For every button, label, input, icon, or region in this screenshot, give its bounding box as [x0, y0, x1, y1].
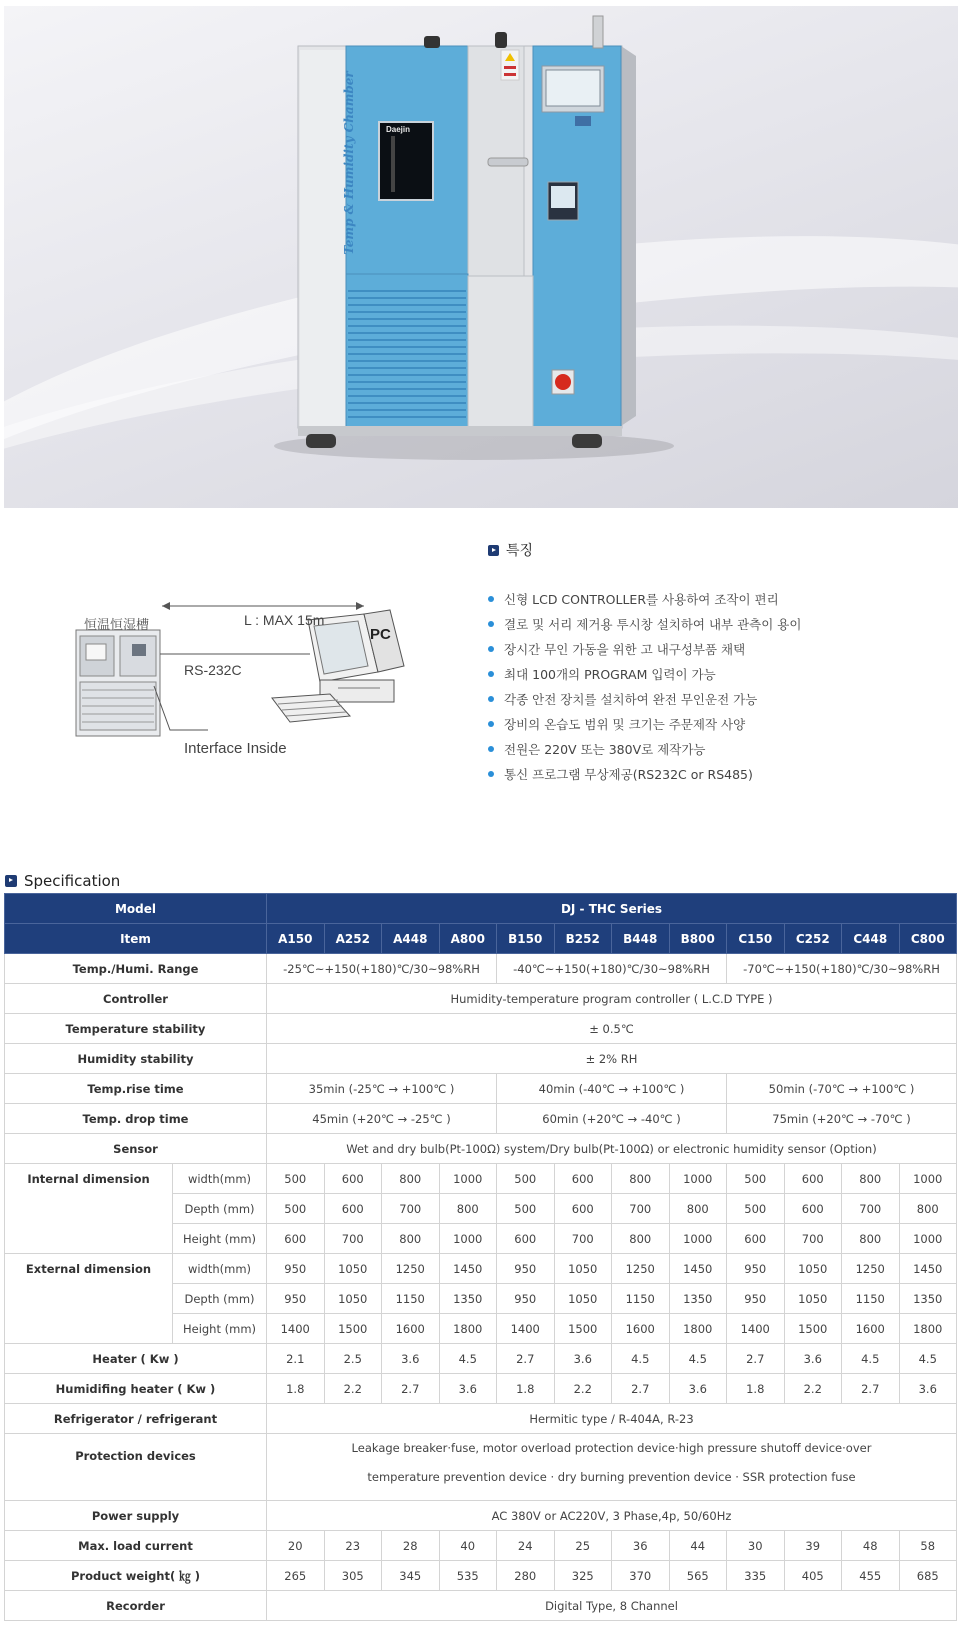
table-row	[5, 1374, 957, 1404]
table-row	[5, 1344, 957, 1374]
table-cell: 60min (+20℃ → -40℃ )	[497, 1104, 727, 1134]
table-cell: 600	[784, 1164, 842, 1194]
table-cell: 1.8	[497, 1374, 555, 1404]
table-cell: 305	[324, 1561, 382, 1591]
features-heading	[488, 540, 948, 560]
table-cell: 1400	[267, 1314, 325, 1344]
table-cell: 28	[382, 1531, 440, 1561]
table-row	[5, 954, 957, 984]
header-item: Item	[5, 924, 267, 954]
features-list	[488, 586, 948, 786]
table-cell: 800	[669, 1194, 727, 1224]
bullet-icon	[488, 621, 494, 627]
table-cell: 1800	[899, 1314, 957, 1344]
sub-label: Depth (mm)	[173, 1194, 267, 1224]
table-cell: 1050	[554, 1284, 612, 1314]
table-cell: 2.7	[612, 1374, 670, 1404]
table-cell: 48	[842, 1531, 900, 1561]
table-cell: 950	[497, 1254, 555, 1284]
table-cell: 600	[497, 1224, 555, 1254]
table-cell: 4.5	[439, 1344, 497, 1374]
table-cell: 800	[382, 1164, 440, 1194]
feature-text: 각종 안전 장치를 설치하여 완전 무인운전 가능	[504, 691, 758, 707]
table-cell: 3.6	[382, 1344, 440, 1374]
bullet-icon	[488, 646, 494, 652]
table-row	[5, 984, 957, 1014]
table-cell: 24	[497, 1531, 555, 1561]
features-title: 특징	[506, 543, 534, 559]
table-cell: 500	[267, 1164, 325, 1194]
table-cell: 1350	[439, 1284, 497, 1314]
rs232c-label: RS-232C	[184, 662, 242, 678]
table-cell: AC 380V or AC220V, 3 Phase,4p, 50/60Hz	[267, 1501, 957, 1531]
table-cell: 39	[784, 1531, 842, 1561]
table-cell: 700	[324, 1224, 382, 1254]
table-cell: 1.8	[267, 1374, 325, 1404]
list-item	[488, 711, 948, 736]
table-cell: 40	[439, 1531, 497, 1561]
table-cell: 405	[784, 1561, 842, 1591]
table-cell: 685	[899, 1561, 957, 1591]
table-cell: 800	[382, 1224, 440, 1254]
table-row	[5, 1561, 957, 1591]
bullet-icon	[488, 771, 494, 777]
chamber-side-label: Temp & Humidity Chamber	[342, 71, 356, 255]
table-cell: 600	[324, 1194, 382, 1224]
bullet-icon	[488, 746, 494, 752]
table-cell: 1000	[899, 1224, 957, 1254]
table-cell: 1050	[324, 1254, 382, 1284]
table-cell: 2.7	[497, 1344, 555, 1374]
table-cell: 1250	[612, 1254, 670, 1284]
table-row	[5, 1074, 957, 1104]
table-cell: 500	[497, 1194, 555, 1224]
feature-text: 장시간 무인 가동을 위한 고 내구성부품 채택	[504, 641, 746, 657]
table-cell: 1000	[439, 1164, 497, 1194]
row-label: Temperature stability	[5, 1014, 267, 1044]
table-cell: 58	[899, 1531, 957, 1561]
bullet-icon	[488, 671, 494, 677]
table-row	[5, 1404, 957, 1434]
table-cell: 1350	[899, 1284, 957, 1314]
table-cell: 50min (-70℃ → +100℃ )	[727, 1074, 957, 1104]
feature-text: 통신 프로그램 무상제공(RS232C or RS485)	[504, 766, 753, 782]
header-series: DJ - THC Series	[267, 894, 957, 924]
chamber-label: 恒温恒湿槽	[84, 617, 150, 632]
header-model-name: C448	[842, 924, 900, 954]
table-cell: 500	[497, 1164, 555, 1194]
row-label: Humidifing heater ( Kw )	[5, 1374, 267, 1404]
table-cell: 600	[554, 1194, 612, 1224]
table-row	[5, 1134, 957, 1164]
table-cell: 1050	[784, 1284, 842, 1314]
sub-label: width(mm)	[173, 1164, 267, 1194]
table-cell: 600	[554, 1164, 612, 1194]
pc-label: PC	[370, 626, 391, 643]
table-row	[5, 1164, 957, 1194]
row-label: Humidity stability	[5, 1044, 267, 1074]
bullet-icon	[488, 696, 494, 702]
list-item	[488, 661, 948, 686]
table-cell: -40℃~+150(+180)℃/30~98%RH	[497, 954, 727, 984]
row-label: Temp./Humi. Range	[5, 954, 267, 984]
table-cell: 950	[267, 1284, 325, 1314]
interface-label: Interface Inside	[184, 740, 287, 757]
table-cell: 345	[382, 1561, 440, 1591]
row-label: Product weight( ㎏ )	[5, 1561, 267, 1591]
table-cell: 25	[554, 1531, 612, 1561]
table-cell: 1600	[612, 1314, 670, 1344]
sub-label: width(mm)	[173, 1254, 267, 1284]
sub-label: Depth (mm)	[173, 1284, 267, 1314]
table-cell: 800	[612, 1224, 670, 1254]
table-cell: 565	[669, 1561, 727, 1591]
connection-diagram	[58, 590, 438, 760]
header-model-name: A252	[324, 924, 382, 954]
table-cell: Hermitic type / R-404A, R-23	[267, 1404, 957, 1434]
table-cell: 20	[267, 1531, 325, 1561]
play-square-icon	[488, 545, 499, 556]
table-cell: 4.5	[669, 1344, 727, 1374]
table-cell: 4.5	[842, 1344, 900, 1374]
table-cell: 1500	[784, 1314, 842, 1344]
table-cell: 75min (+20℃ → -70℃ )	[727, 1104, 957, 1134]
table-cell: 950	[267, 1254, 325, 1284]
table-cell: 500	[727, 1194, 785, 1224]
table-cell: 1450	[669, 1254, 727, 1284]
header-model-name: C150	[727, 924, 785, 954]
specification-heading	[5, 872, 120, 890]
table-cell: 2.7	[727, 1344, 785, 1374]
table-cell: 36	[612, 1531, 670, 1561]
play-square-icon	[5, 875, 17, 887]
table-row	[5, 1501, 957, 1531]
header-model: Model	[5, 894, 267, 924]
table-cell: 950	[727, 1284, 785, 1314]
table-row	[5, 1531, 957, 1561]
row-label: Controller	[5, 984, 267, 1014]
table-cell: 2.7	[842, 1374, 900, 1404]
table-cell: 1800	[669, 1314, 727, 1344]
table-cell: 1400	[497, 1314, 555, 1344]
table-cell: 1450	[439, 1254, 497, 1284]
feature-text: 장비의 온습도 범위 및 크기는 주문제작 사양	[504, 716, 746, 732]
features-section	[488, 540, 948, 786]
table-row	[5, 1104, 957, 1134]
table-cell: 1150	[382, 1284, 440, 1314]
row-label: Refrigerator / refrigerant	[5, 1404, 267, 1434]
list-item	[488, 761, 948, 786]
specification-table	[4, 893, 957, 1621]
table-cell: 1500	[324, 1314, 382, 1344]
table-cell: 600	[324, 1164, 382, 1194]
table-cell: 3.6	[899, 1374, 957, 1404]
table-cell: 1450	[899, 1254, 957, 1284]
row-label: Max. load current	[5, 1531, 267, 1561]
table-cell: 3.6	[439, 1374, 497, 1404]
table-cell: 1000	[899, 1164, 957, 1194]
table-cell: 1250	[382, 1254, 440, 1284]
group-label: Internal dimension	[5, 1164, 173, 1254]
table-cell: 2.2	[324, 1374, 382, 1404]
table-cell: 1250	[842, 1254, 900, 1284]
table-cell: 4.5	[612, 1344, 670, 1374]
table-cell: 600	[784, 1194, 842, 1224]
table-cell: 800	[899, 1194, 957, 1224]
table-cell: 2.2	[554, 1374, 612, 1404]
table-cell: 2.5	[324, 1344, 382, 1374]
table-cell: 35min (-25℃ → +100℃ )	[267, 1074, 497, 1104]
table-cell: 1800	[439, 1314, 497, 1344]
table-cell: 535	[439, 1561, 497, 1591]
list-item	[488, 611, 948, 636]
table-cell: 1500	[554, 1314, 612, 1344]
sub-label: Height (mm)	[173, 1314, 267, 1344]
table-cell: 3.6	[554, 1344, 612, 1374]
table-cell: Humidity-temperature program controller ( L.C.D TYPE )	[267, 984, 957, 1014]
table-cell: 1400	[727, 1314, 785, 1344]
header-model-name: B252	[554, 924, 612, 954]
list-item	[488, 636, 948, 661]
table-cell: 3.6	[669, 1374, 727, 1404]
row-label: Temp.rise time	[5, 1074, 267, 1104]
protection-line: temperature prevention device · dry burning prevention device · SSR protection fuse	[367, 1470, 856, 1484]
row-label: Recorder	[5, 1591, 267, 1621]
table-cell: 335	[727, 1561, 785, 1591]
table-cell: 2.2	[784, 1374, 842, 1404]
table-cell: 1350	[669, 1284, 727, 1314]
header-model-name: B800	[669, 924, 727, 954]
list-item	[488, 686, 948, 711]
table-cell: ± 0.5℃	[267, 1014, 957, 1044]
table-cell: 700	[554, 1224, 612, 1254]
table-row	[5, 924, 957, 954]
product-photo	[4, 6, 958, 508]
table-cell: 1000	[439, 1224, 497, 1254]
cable-length-label: L : MAX 15m	[244, 612, 325, 628]
table-cell: 950	[497, 1284, 555, 1314]
table-cell: 1000	[669, 1224, 727, 1254]
table-cell: 23	[324, 1531, 382, 1561]
table-cell: Wet and dry bulb(Pt-100Ω) system/Dry bulb(Pt-100Ω) or electronic humidity sensor (Option)	[267, 1134, 957, 1164]
row-label: Power supply	[5, 1501, 267, 1531]
header-model-name: A800	[439, 924, 497, 954]
table-cell: 1050	[324, 1284, 382, 1314]
feature-text: 결로 및 서리 제거용 투시창 설치하여 내부 관측이 용이	[504, 616, 802, 632]
table-cell: 455	[842, 1561, 900, 1591]
chamber-illustration	[4, 6, 958, 508]
header-model-name: A448	[382, 924, 440, 954]
header-model-name: A150	[267, 924, 325, 954]
table-cell: 700	[842, 1194, 900, 1224]
table-row	[5, 1014, 957, 1044]
table-cell: 600	[267, 1224, 325, 1254]
table-cell: 30	[727, 1531, 785, 1561]
table-cell: 2.1	[267, 1344, 325, 1374]
table-row	[5, 894, 957, 924]
table-cell: 800	[842, 1224, 900, 1254]
row-label: Sensor	[5, 1134, 267, 1164]
table-cell: 600	[727, 1224, 785, 1254]
table-cell: 800	[842, 1164, 900, 1194]
table-row	[5, 1044, 957, 1074]
row-label: Temp. drop time	[5, 1104, 267, 1134]
feature-text: 최대 100개의 PROGRAM 입력이 가능	[504, 666, 716, 682]
table-row	[5, 1434, 957, 1501]
table-cell: 4.5	[899, 1344, 957, 1374]
list-item	[488, 586, 948, 611]
table-cell: 1600	[842, 1314, 900, 1344]
brand-plate: Daejin	[386, 125, 411, 134]
table-cell	[267, 1434, 957, 1501]
table-cell: 44	[669, 1531, 727, 1561]
table-cell: 1600	[382, 1314, 440, 1344]
feature-text: 전원은 220V 또는 380V로 제작가능	[504, 741, 706, 757]
table-cell: 2.7	[382, 1374, 440, 1404]
bullet-icon	[488, 721, 494, 727]
sub-label: Height (mm)	[173, 1224, 267, 1254]
table-cell: 280	[497, 1561, 555, 1591]
table-cell: 1050	[554, 1254, 612, 1284]
table-cell: 265	[267, 1561, 325, 1591]
header-model-name: C800	[899, 924, 957, 954]
table-cell: 700	[612, 1194, 670, 1224]
group-label: External dimension	[5, 1254, 173, 1344]
table-cell: -70℃~+150(+180)℃/30~98%RH	[727, 954, 957, 984]
feature-text: 신형 LCD CONTROLLER를 사용하여 조작이 편리	[504, 591, 779, 607]
table-cell: 1150	[612, 1284, 670, 1314]
table-cell: 40min (-40℃ → +100℃ )	[497, 1074, 727, 1104]
header-model-name: B448	[612, 924, 670, 954]
table-row	[5, 1591, 957, 1621]
table-row	[5, 1254, 957, 1284]
table-cell: 950	[727, 1254, 785, 1284]
table-cell: 700	[382, 1194, 440, 1224]
table-cell: 1.8	[727, 1374, 785, 1404]
row-label: Protection devices	[5, 1434, 267, 1501]
table-cell: 700	[784, 1224, 842, 1254]
table-cell: 500	[727, 1164, 785, 1194]
protection-line: Leakage breaker·fuse, motor overload protection device·high pressure shutoff device·over	[351, 1441, 872, 1455]
table-cell: 45min (+20℃ → -25℃ )	[267, 1104, 497, 1134]
header-model-name: B150	[497, 924, 555, 954]
specification-title: Specification	[24, 872, 121, 890]
table-cell: -25℃~+150(+180)℃/30~98%RH	[267, 954, 497, 984]
table-cell: 1000	[669, 1164, 727, 1194]
table-cell: 800	[612, 1164, 670, 1194]
table-cell: 500	[267, 1194, 325, 1224]
table-cell: ± 2% RH	[267, 1044, 957, 1074]
table-cell: Digital Type, 8 Channel	[267, 1591, 957, 1621]
table-cell: 1050	[784, 1254, 842, 1284]
row-label: Heater ( Kw )	[5, 1344, 267, 1374]
table-cell: 800	[439, 1194, 497, 1224]
bullet-icon	[488, 596, 494, 602]
table-cell: 370	[612, 1561, 670, 1591]
list-item	[488, 736, 948, 761]
table-cell: 325	[554, 1561, 612, 1591]
table-cell: 1150	[842, 1284, 900, 1314]
header-model-name: C252	[784, 924, 842, 954]
table-cell: 3.6	[784, 1344, 842, 1374]
